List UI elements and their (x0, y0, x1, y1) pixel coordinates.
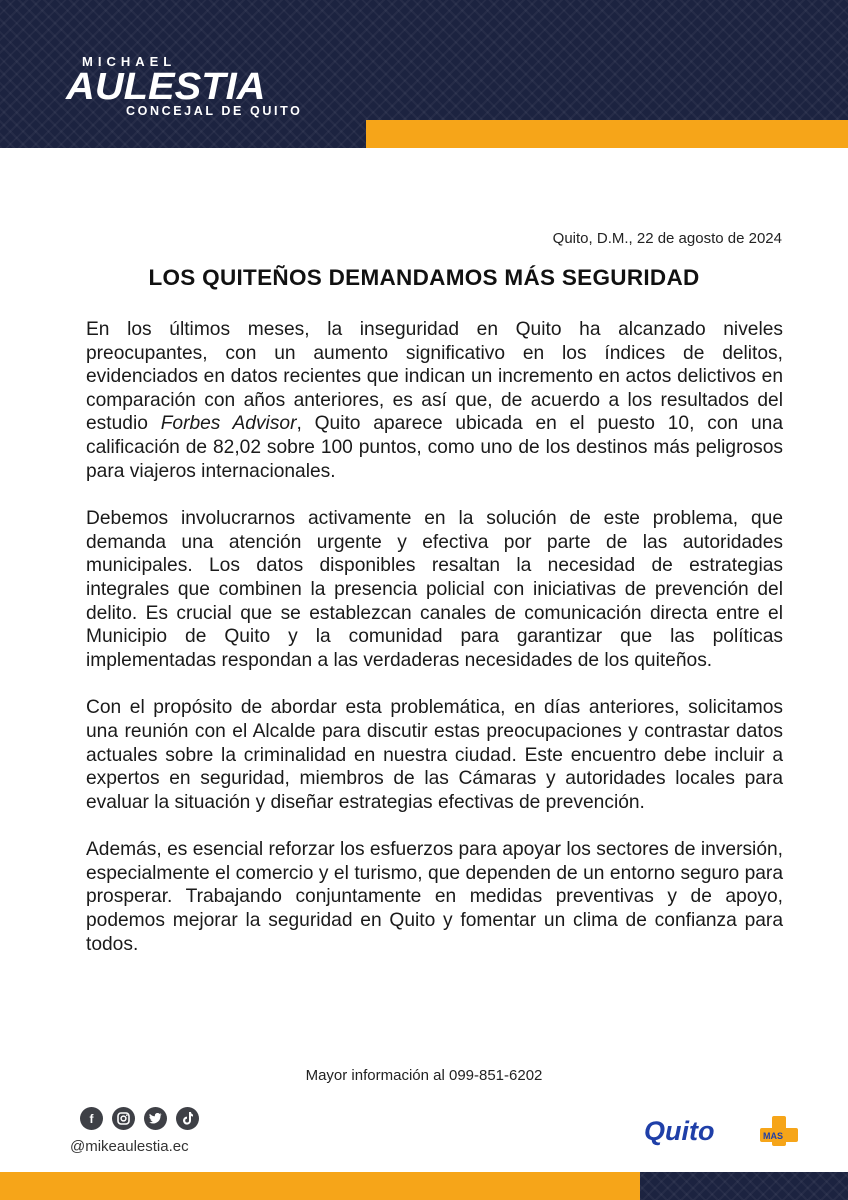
paragraph-1-source: Forbes Advisor (160, 413, 297, 435)
quito-mas-logo (642, 1112, 802, 1148)
header-banner (0, 0, 848, 148)
instagram-icon[interactable] (112, 1107, 135, 1130)
facebook-icon[interactable]: f (80, 1107, 103, 1130)
document-title: LOS QUITEÑOS DEMANDAMOS MÁS SEGURIDAD (148, 265, 700, 290)
footer-bar (0, 1172, 848, 1200)
document-date: Quito, D.M., 22 de agosto de 2024 (552, 230, 782, 247)
footer-navy-block (640, 1172, 848, 1200)
contact-info: Mayor información al 099-851-6202 (305, 1067, 543, 1084)
tiktok-icon[interactable] (176, 1107, 199, 1130)
twitter-icon[interactable] (144, 1107, 167, 1130)
brand-tag: MAS (763, 1131, 783, 1141)
paragraph-3: Con el propósito de abordar esta problemática, en días anteriores, solicitamos una reunión con el Alcalde para discutir estas preocupaciones y contrastar datos actuales sobre la criminalidad en nuestra ciudad. Este encuentro debe incluir a expertos en seguridad, miembros de las Cámaras y autoridades locales para evaluar la situación y diseñar estrategias efectivas de prevención. (86, 697, 783, 813)
brand-word: Quito (644, 1116, 715, 1146)
paragraph-4: Además, es esencial reforzar los esfuerzos para apoyar los sectores de inversión, especialmente el comercio y el turismo, que dependen de un entorno seguro para prosperar. Trabajando conjuntamente en medidas preventivas y de apoyo, podemos mejorar la seguridad en Quito y fomentar un clima de confianza para todos. (86, 839, 783, 955)
header-orange-stripe (366, 120, 848, 148)
social-handle[interactable]: @mikeaulestia.ec (70, 1138, 189, 1155)
paragraph-1-text-b: , Quito aparece ubicada en el puesto 10, con una calificación de 82,02 sobre 100 puntos, como uno de los destinos más peligrosos para viajeros internacionales. (86, 413, 783, 482)
logo-role: CONCEJAL DE QUITO (126, 104, 303, 118)
social-links (80, 1107, 199, 1130)
logo-last-name: AULESTIA (66, 66, 266, 108)
paragraph-2: Debemos involucrarnos activamente en la solución de este problema, que demanda una atención urgente y efectiva por parte de las autoridades municipales. Los datos disponibles resaltan la necesidad de estrategias integrales que combinen la presencia policial con iniciativas de prevención del delito. Es crucial que se establezcan canales de comunicación directa entre el Municipio de Quito y la comunidad para garantizar que las políticas implementadas respondan a las verdaderas necesidades de los quiteños. (86, 508, 783, 671)
paragraph-1-text-a: En los últimos meses, la inseguridad en Quito ha alcanzado niveles preocupantes, con un aumento significativo en los índices de delitos, evidenciados en datos recientes que indican un incremento en actos delictivos en comparación con años anteriores, es así que, de acuerdo a los resultados del estudio (86, 319, 783, 435)
paragraph-1 (86, 318, 783, 483)
logo-first-name: MICHAEL (82, 54, 177, 69)
document-body (86, 318, 783, 980)
footer-orange-stripe (0, 1172, 640, 1200)
